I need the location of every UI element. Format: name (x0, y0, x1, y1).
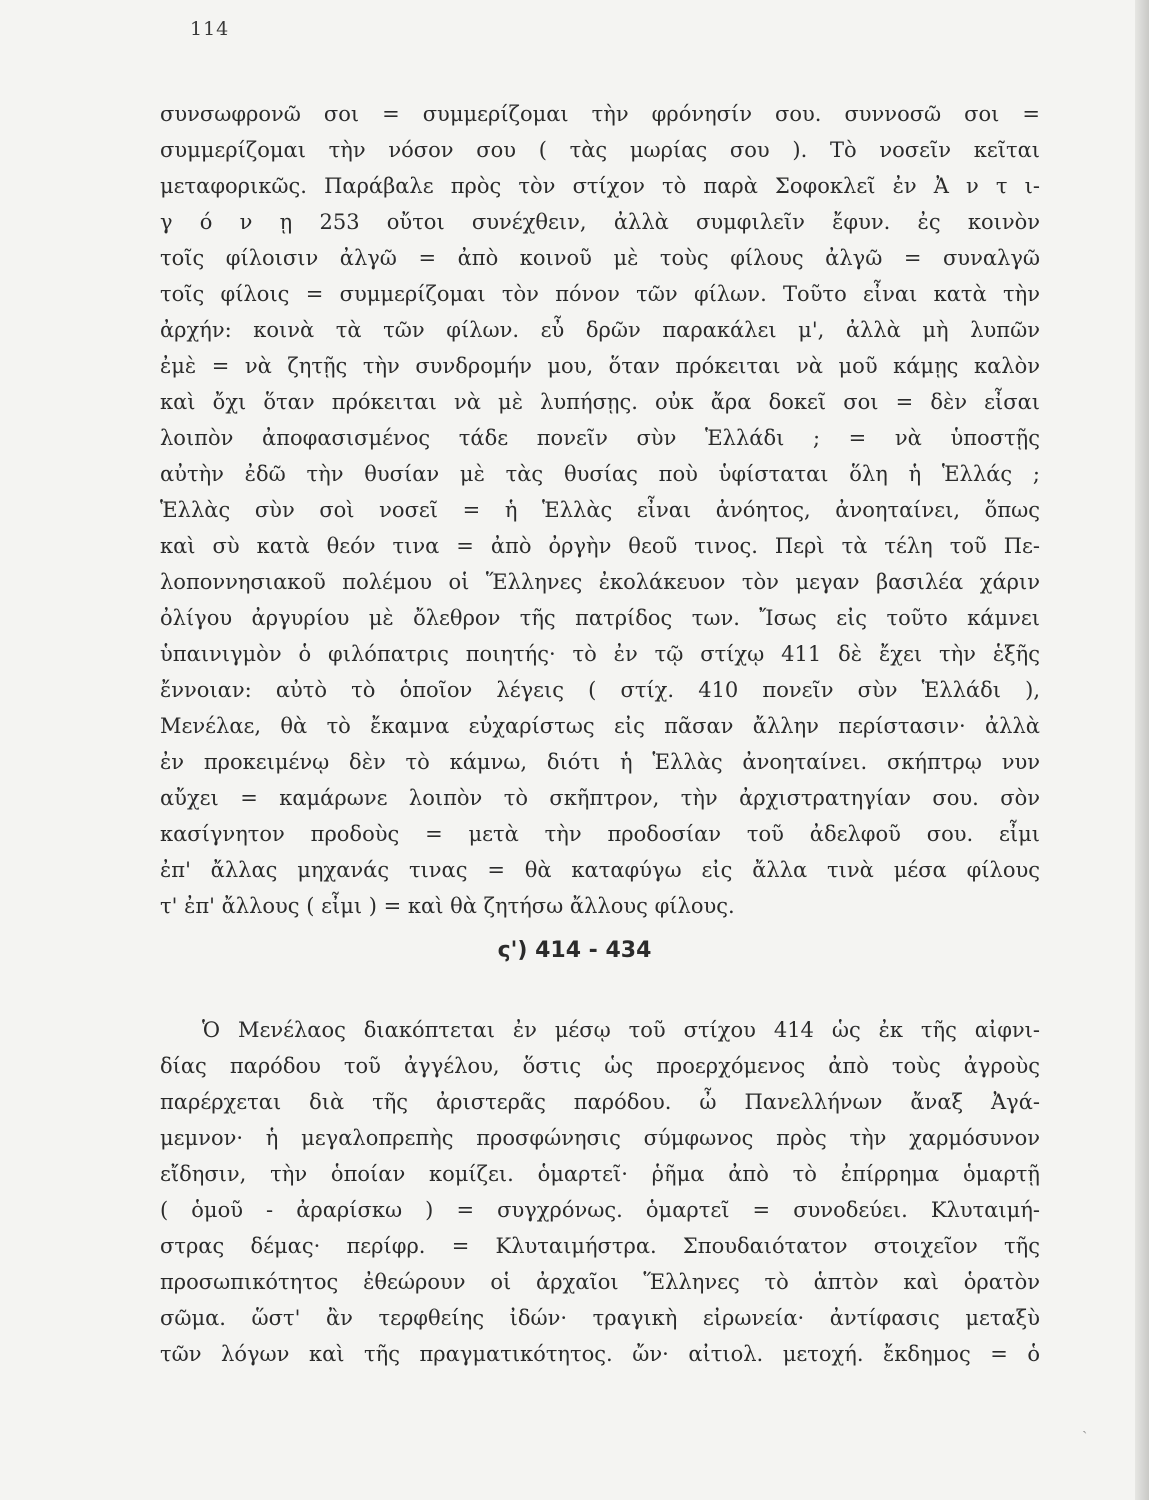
text-line: αὐτὴν ἐδῶ τὴν θυσίαν μὲ τὰς θυσίας ποὺ ὑφίσταται ὅλη ἡ Ἑλλάς ; (160, 462, 1040, 486)
text-line: ἐν προκειμένῳ δὲν τὸ κάμνω, διότι ἡ Ἑλλὰς ἀνοηταίνει. σκήπτρῳ νυν (160, 750, 1040, 774)
text-line: Ὁ Μενέλαος διακόπτεται ἐν μέσῳ τοῦ στίχου 414 ὡς ἐκ τῆς αἰφνι- (202, 1018, 1040, 1042)
text-line: γ ό ν ῃ 253 οὔτοι συνέχθειν, ἀλλὰ συμφιλεῖν ἔφυν. ἐς κοινὸν (160, 210, 1040, 234)
text-line: μεμνον· ἡ μεγαλοπρεπὴς προσφώνησις σύμφωνος πρὸς τὴν χαρμόσυνον (160, 1126, 1040, 1150)
text-line: ἐμὲ = νὰ ζητῇς τὴν συνδρομήν μου, ὅταν πρόκειται νὰ μοῦ κάμῃς καλὸν (160, 354, 1040, 378)
text-line: Μενέλαε, θὰ τὸ ἔκαμνα εὐχαρίστως εἰς πᾶσαν ἄλλην περίστασιν· ἀλλὰ (160, 714, 1040, 738)
text-line: παρέρχεται διὰ τῆς ἀριστερᾶς παρόδου. ὦ Πανελλήνων ἄναξ Ἀγά- (160, 1090, 1040, 1114)
text-line: ἀρχήν: κοινὰ τὰ τῶν φίλων. εὖ δρῶν παρακάλει μ', ἀλλὰ μὴ λυπῶν (160, 318, 1040, 342)
text-line: ὑπαινιγμὸν ὁ φιλόπατρις ποιητής· τὸ ἐν τῷ στίχῳ 411 δὲ ἔχει τὴν ἑξῆς (160, 642, 1040, 666)
text-line: προσωπικότητος ἐθεώρουν οἱ ἀρχαῖοι Ἕλληνες τὸ ἁπτὸν καὶ ὁρατὸν (160, 1270, 1040, 1294)
text-line: συνσωφρονῶ σοι = συμμερίζομαι τὴν φρόνησίν σου. συννοσῶ σοι = (160, 102, 1040, 126)
text-line: σῶμα. ὥστ' ἂν τερφθείης ἰδών· τραγικὴ εἰρωνεία· ἀντίφασις μεταξὺ (160, 1306, 1040, 1330)
page-edge-shadow (1135, 0, 1149, 1500)
text-line: λοποννησιακοῦ πολέμου οἱ Ἕλληνες ἐκολάκευον τὸν μεγαν βασιλέα χάριν (160, 570, 1040, 594)
text-line: στρας δέμας· περίφρ. = Κλυταιμήστρα. Σπουδαιότατον στοιχεῖον τῆς (160, 1234, 1040, 1258)
text-line: κασίγνητον προδοὺς = μετὰ τὴν προδοσίαν τοῦ ἀδελφοῦ σου. εἶμι (160, 822, 1040, 846)
text-line: καὶ ὄχι ὅταν πρόκειται νὰ μὲ λυπήσῃς. οὐκ ἄρα δοκεῖ σοι = δὲν εἶσαι (160, 390, 1040, 414)
text-line: τῶν λόγων καὶ τῆς πραγματικότητος. ὤν· αἰτιολ. μετοχή. ἔκδημος = ὁ (160, 1342, 1040, 1366)
commentary-block-1 (160, 96, 1040, 924)
text-line: τοῖς φίλοισιν ἀλγῶ = ἀπὸ κοινοῦ μὲ τοὺς φίλους ἀλγῶ = συναλγῶ (160, 246, 1040, 270)
text-line: αὔχει = καμάρωνε λοιπὸν τὸ σκῆπτρον, τὴν ἀρχιστρατηγίαν σου. σὸν (160, 786, 1040, 810)
text-line: λοιπὸν ἀποφασισμένος τάδε πονεῖν σὺν Ἑλλάδι ; = νὰ ὑποστῇς (160, 426, 1040, 450)
text-line: ἔννοιαν: αὐτὸ τὸ ὁποῖον λέγεις ( στίχ. 410 πονεῖν σὺν Ἑλλάδι ), (160, 678, 1040, 702)
text-line: δίας παρόδου τοῦ ἀγγέλου, ὅστις ὡς προερχόμενος ἀπὸ τοὺς ἀγροὺς (160, 1054, 1040, 1078)
commentary-block-2 (160, 1012, 1040, 1372)
text-line: συμμερίζομαι τὴν νόσον σου ( τὰς μωρίας σου ). Τὸ νοσεῖν κεῖται (160, 138, 1040, 162)
margin-mark: ˎ (1082, 1415, 1088, 1434)
text-line: τοῖς φίλοις = συμμερίζομαι τὸν πόνον τῶν φίλων. Τοῦτο εἶναι κατὰ τὴν (160, 282, 1040, 306)
text-line: ἐπ' ἄλλας μηχανάς τινας = θὰ καταφύγω εἰς ἄλλα τινὰ μέσα φίλους (160, 858, 1040, 882)
text-line: εἴδησιν, τὴν ὁποίαν κομίζει. ὁμαρτεῖ· ῥῆμα ἀπὸ τὸ ἐπίρρημα ὁμαρτῇ (160, 1162, 1040, 1186)
text-line: τ' ἐπ' ἄλλους ( εἶμι ) = καὶ θὰ ζητήσω ἄλλους φίλους. (160, 894, 735, 918)
page-number: 114 (190, 18, 230, 40)
text-line: Ἑλλὰς σὺν σοὶ νοσεῖ = ἡ Ἑλλὰς εἶναι ἀνόητος, ἀνοηταίνει, ὅπως (160, 498, 1040, 522)
text-line: μεταφορικῶς. Παράβαλε πρὸς τὸν στίχον τὸ παρὰ Σοφοκλεῖ ἐν Ἀ ν τ ι- (160, 174, 1040, 198)
section-heading: ς') 414 - 434 (497, 938, 652, 963)
text-line: καὶ σὺ κατὰ θεόν τινα = ἀπὸ ὀργὴν θεοῦ τινος. Περὶ τὰ τέλη τοῦ Πε- (160, 534, 1040, 558)
text-line: ὀλίγου ἀργυρίου μὲ ὄλεθρον τῆς πατρίδος των. Ἴσως εἰς τοῦτο κάμνει (160, 606, 1040, 630)
text-line: ( ὁμοῦ - ἀραρίσκω ) = συγχρόνως. ὁμαρτεῖ = συνοδεύει. Κλυταιμή- (160, 1198, 1040, 1222)
